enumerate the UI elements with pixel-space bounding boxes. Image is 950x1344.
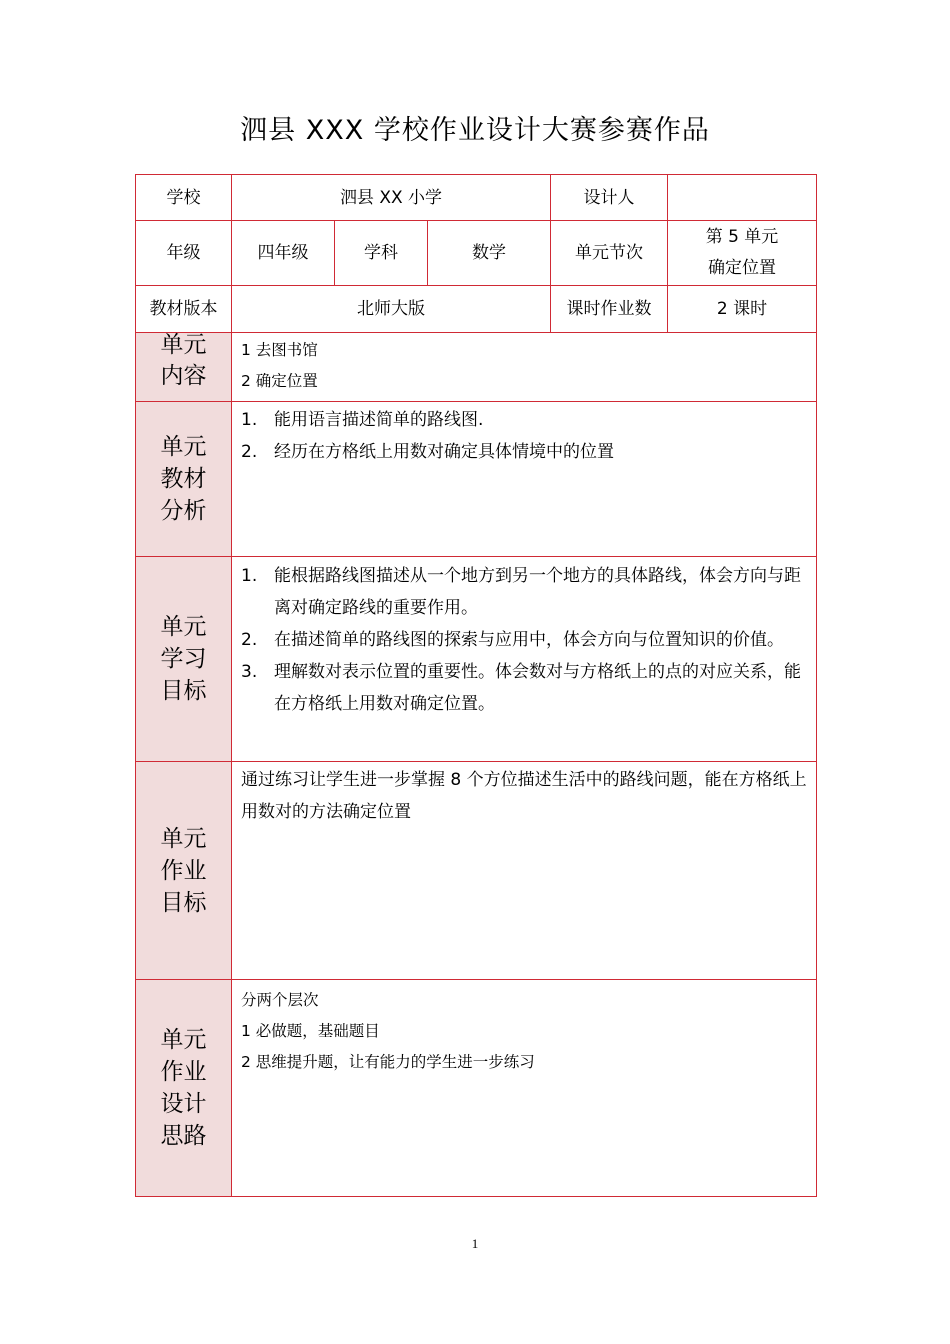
grade-label: 年级 — [135, 220, 232, 286]
design-line: 1 必做题，基础题目 — [241, 1022, 380, 1040]
design-body — [231, 979, 817, 1197]
list-item — [241, 656, 808, 720]
designer-label: 设计人 — [550, 174, 668, 221]
unit-content-label-line2: 内容 — [160, 363, 207, 389]
analysis-label-line2: 教材 — [160, 466, 207, 492]
edition-label: 教材版本 — [135, 285, 232, 333]
lessons-label: 课时作业数 — [550, 285, 668, 333]
designer-value — [667, 174, 817, 221]
learning-goals-label — [135, 556, 232, 762]
analysis-label-line1: 单元 — [160, 434, 207, 460]
unit-content-label-line1: 单元 — [160, 332, 207, 358]
homework-goals-label-line1: 单元 — [160, 825, 207, 852]
school-label: 学校 — [135, 174, 232, 221]
grade-value: 四年级 — [231, 220, 335, 286]
list-number: 1. — [241, 566, 258, 586]
homework-goals-label-line3: 目标 — [160, 889, 207, 916]
design-line: 分两个层次 — [241, 991, 319, 1009]
design-label-line4: 思路 — [160, 1123, 207, 1149]
homework-goals-body — [231, 761, 817, 980]
learning-goals-body — [231, 556, 817, 762]
list-item — [241, 436, 614, 468]
edition-value: 北师大版 — [231, 285, 551, 333]
analysis-label — [135, 401, 232, 557]
design-label-line2: 作业 — [160, 1059, 207, 1085]
design-label — [135, 979, 232, 1197]
list-number: 1. — [241, 410, 258, 430]
analysis-body — [231, 401, 817, 557]
design-line: 2 思维提升题，让有能力的学生进一步练习 — [241, 1053, 535, 1071]
design-label-line1: 单元 — [160, 1027, 207, 1053]
list-item — [241, 404, 483, 436]
list-text: 经历在方格纸上用数对确定具体情境中的位置 — [274, 442, 614, 462]
subject-label: 学科 — [334, 220, 428, 286]
list-number: 2. — [241, 442, 258, 462]
unit-value-line1: 第 5 单元 — [705, 227, 779, 247]
list-text: 能根据路线图描述从一个地方到另一个地方的具体路线，体会方向与距离对确定路线的重要作用。 — [274, 566, 801, 618]
analysis-label-line3: 分析 — [160, 498, 207, 524]
learning-goals-label-line1: 单元 — [160, 614, 207, 640]
list-number: 3. — [241, 662, 258, 682]
list-text: 理解数对表示位置的重要性。体会数对与方格纸上的点的对应关系，能在方格纸上用数对确定位置。 — [274, 662, 801, 714]
unit-content-line: 2 确定位置 — [241, 372, 318, 390]
learning-goals-label-line3: 目标 — [160, 678, 207, 704]
homework-goals-label — [135, 761, 232, 980]
unit-value — [667, 220, 817, 286]
document-title: 泗县 XXX 学校作业设计大赛参赛作品 — [240, 115, 710, 146]
unit-content-label — [135, 332, 232, 402]
homework-goals-text: 通过练习让学生进一步掌握 8 个方位描述生活中的路线问题，能在方格纸上用数对的方法确定位置 — [241, 770, 807, 822]
list-item — [241, 560, 808, 624]
list-text: 在描述简单的路线图的探索与应用中，体会方向与位置知识的价值。 — [274, 630, 784, 650]
unit-content-line: 1 去图书馆 — [241, 341, 318, 359]
design-label-line3: 设计 — [160, 1091, 207, 1117]
unit-value-line2: 确定位置 — [708, 258, 776, 278]
page-number: 1 — [471, 1236, 479, 1251]
unit-content-body — [231, 332, 817, 402]
school-value: 泗县 XX 小学 — [231, 174, 551, 221]
list-text: 能用语言描述简单的路线图. — [274, 410, 484, 430]
list-item — [241, 624, 784, 656]
lessons-value: 2 课时 — [667, 285, 817, 333]
unit-label: 单元节次 — [550, 220, 668, 286]
learning-goals-label-line2: 学习 — [160, 646, 207, 672]
list-number: 2. — [241, 630, 258, 650]
subject-value: 数学 — [427, 220, 551, 286]
homework-goals-label-line2: 作业 — [160, 857, 207, 884]
